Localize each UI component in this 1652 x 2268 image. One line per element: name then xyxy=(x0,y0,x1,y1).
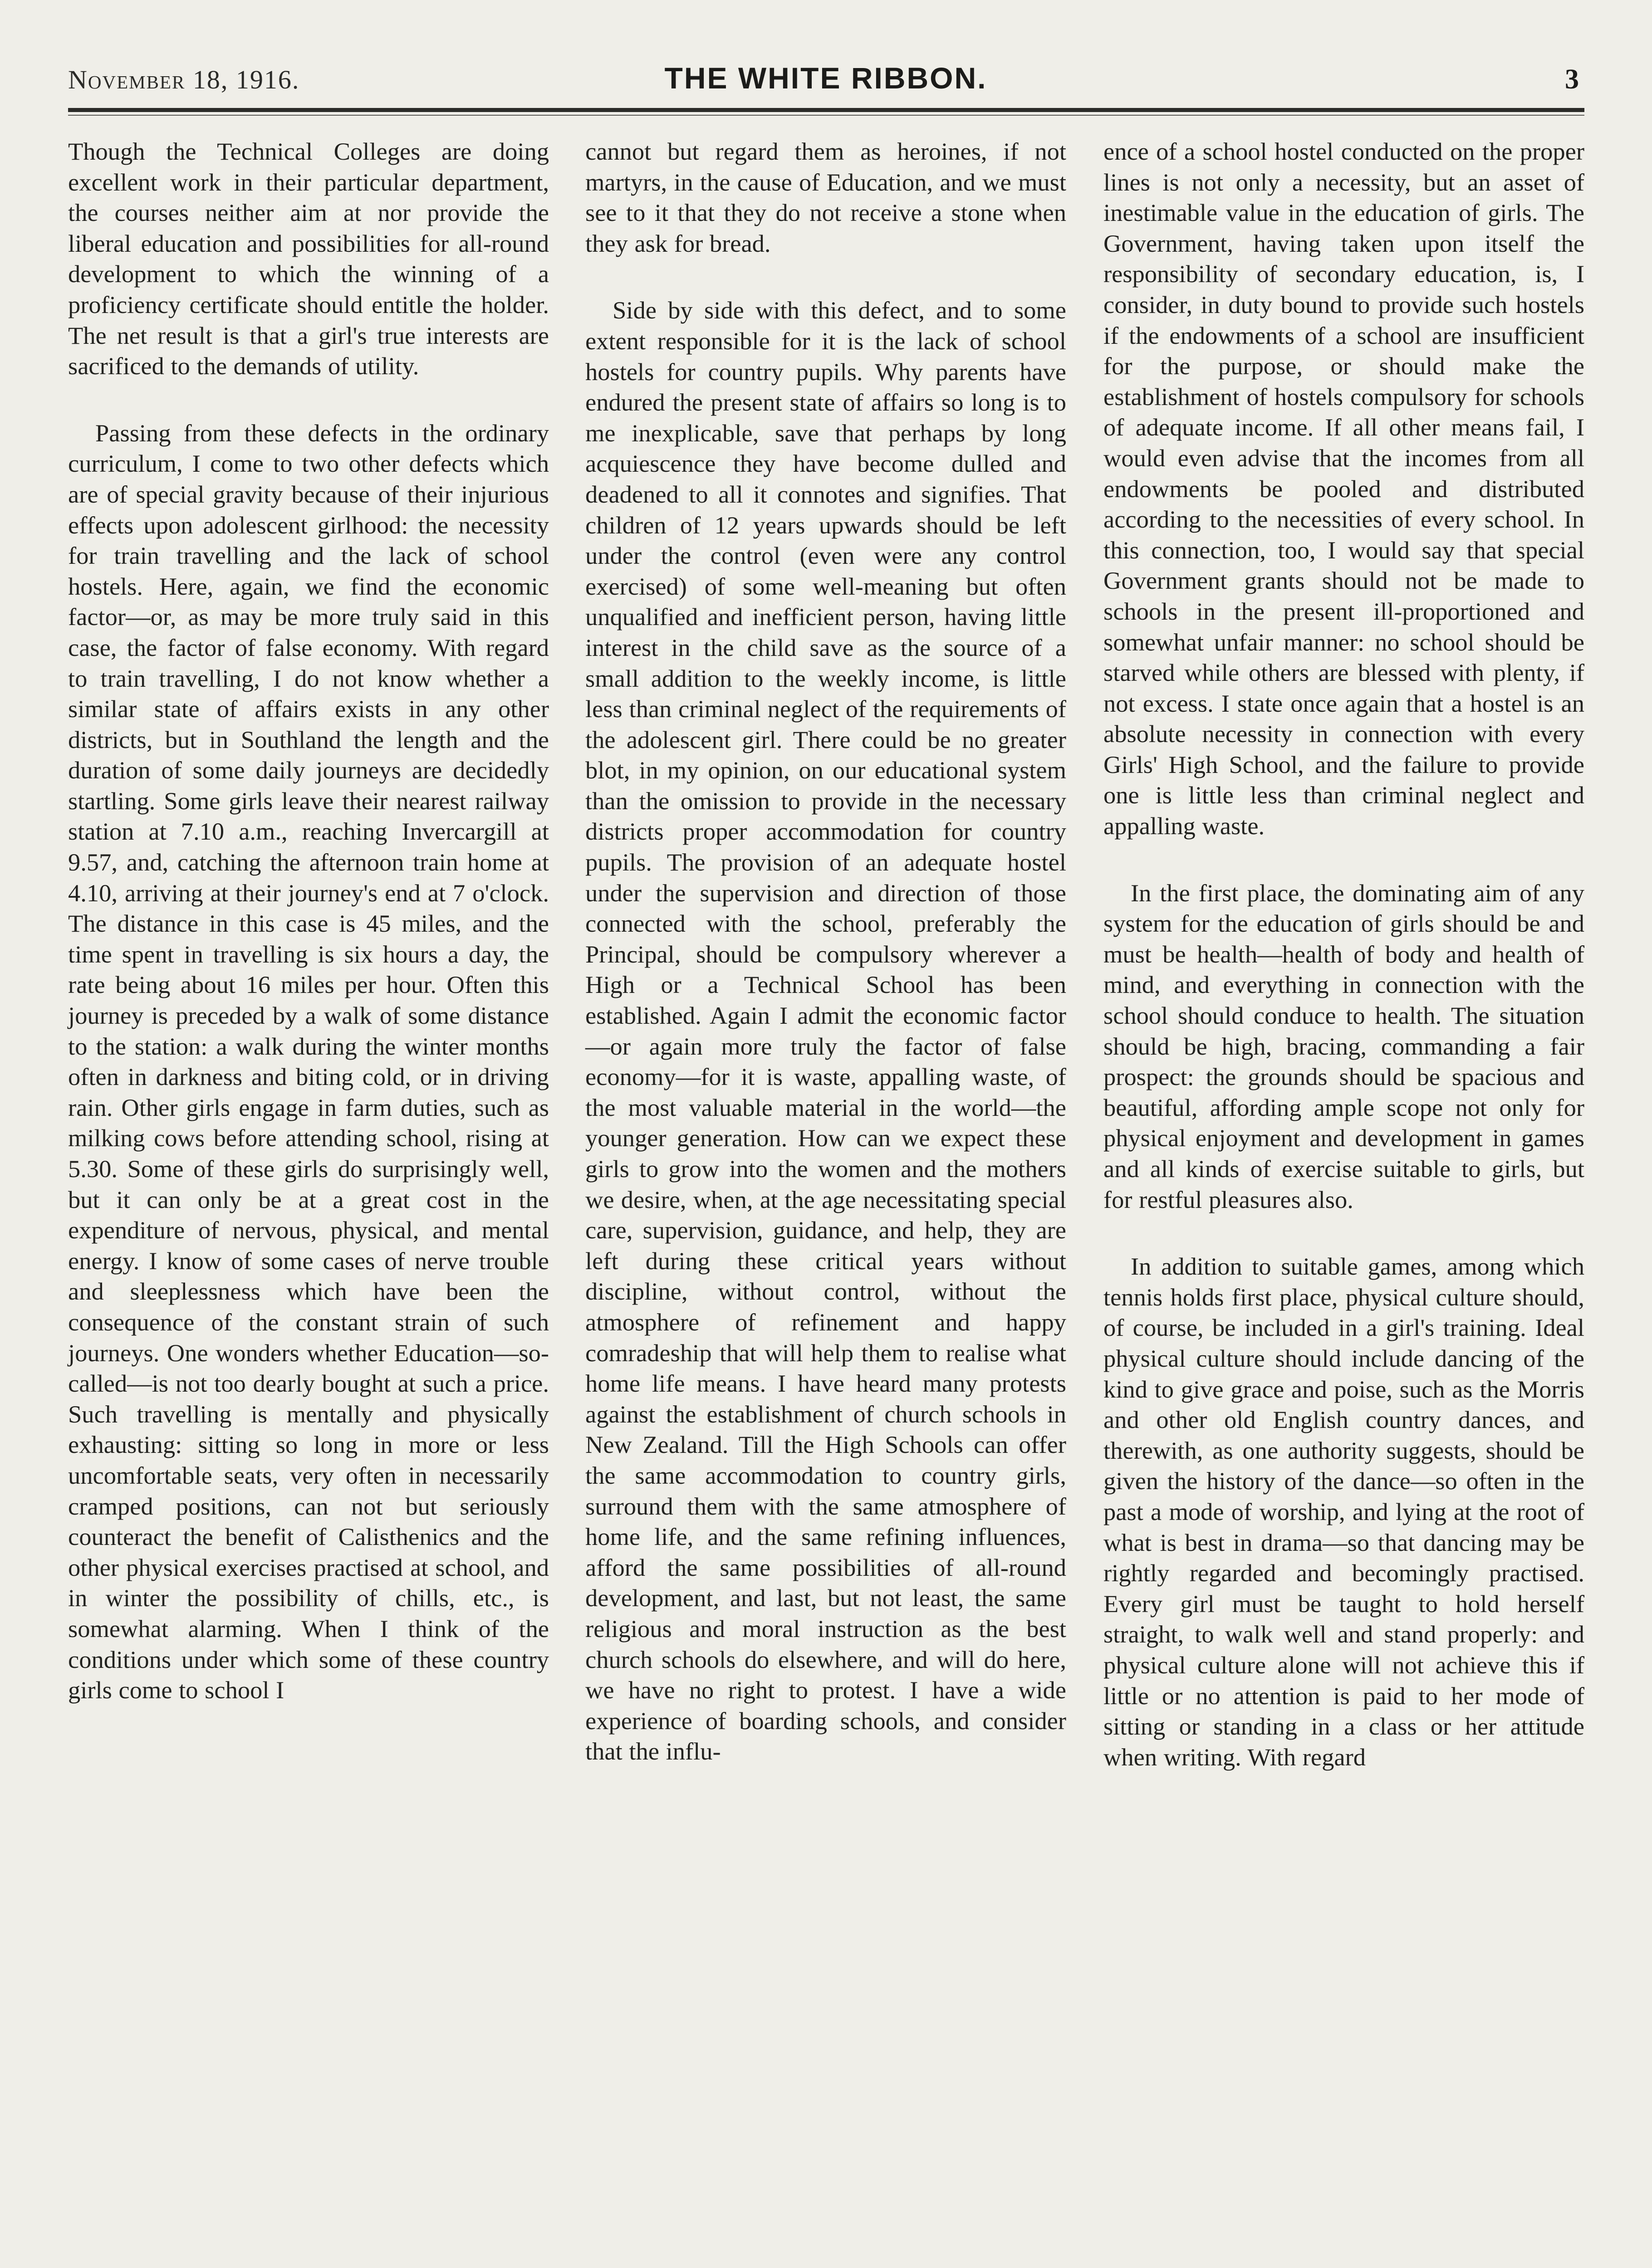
header-rule-thin xyxy=(68,115,1584,116)
paragraph: Passing from these defects in the ordinary curriculum, I come to two other defects which are of special gravity because of their injurious effects upon adolescent girlhood: the necessity for train travelling and the lack of school hostels. Here, again, we find the economic factor—or, as may be more truly said in this case, the factor of false economy. With regard to train travelling, I do not know whether a similar state of affairs exists in any other districts, but in Southland the length and the duration of some daily journeys are decidedly startling. Some girls leave their nearest railway station at 7.10 a.m., reaching Invercargill at 9.57, and, catching the afternoon train home at 4.10, arriving at their journey's end at 7 o'clock. The distance in this case is 45 miles, and the time spent in travelling is six hours a day, the rate being about 16 miles per hour. Often this journey is preceded by a walk of some distance to the station: a walk during the winter months often in darkness and biting cold, or in driving rain. Other girls engage in farm duties, such as milking cows before attending school, rising at 5.30. Some of these girls do surprisingly well, but it can only be at a great cost in the expenditure of nervous, physical, and mental energy. I know of some cases of nerve trouble and sleeplessness which have been the consequence of the constant strain of such journeys. One wonders whether Education—so-called—is not too dearly bought at such a price. Such travelling is mentally and physically exhausting: sitting so long in more or less uncomfortable seats, very often in necessarily cramped positions, can not but seriously counteract the benefit of Calisthenics and the other physical exercises practised at school, and in winter the possibility of chills, etc., is somewhat alarming. When I think of the conditions under which some of these country girls come to school I xyxy=(68,419,549,1704)
issue-date: November 18, 1916. xyxy=(68,65,300,94)
paragraph: ence of a school hostel conducted on the proper lines is not only a necessity, but an asset of inestimable value in the education of girls. The Government, having taken upon itself the responsibility of secondary education, is, I consider, in duty bound to provide such hostels if the endowments of a school are insufficient for the purpose, or should make the establishment of hostels compulsory for schools of adequate income. If all other means fail, I would even advise that the incomes from all endowments be pooled and distributed according to the necessities of every school. In this connection, too, I would say that special Government grants should not be made to schools in the present ill-proportioned and somewhat unfair manner: no school should be starved while others are blessed with plenty, if not excess. I state once again that a hostel is an absolute necessity in connection with every Girls' High School, and the failure to provide one is little less than criminal neglect and appalling waste. xyxy=(1103,137,1584,840)
newspaper-title: THE WHITE RIBBON. xyxy=(664,61,987,95)
page-number: 3 xyxy=(1565,64,1579,95)
paragraph: cannot but regard them as heroines, if not martyrs, in the cause of Education, and we must see to it that they do not receive a stone when they ask for bread. xyxy=(585,137,1066,257)
header-rule xyxy=(68,108,1584,112)
text-column-3 xyxy=(1103,136,1584,2232)
paragraph: In addition to suitable games, among which tennis holds first place, physical culture should, of course, be included in a girl's training. Ideal physical culture should include dancing of the kind to give grace and poise, such as the Morris and other old English country dances, and therewith, as one authority suggests, should be given the history of the dance—so often in the past a mode of worship, and lying at the root of what is best in drama—so that dancing may be rightly regarded and becomingly practised. Every girl must be taught to hold herself straight, to walk well and stand properly: and physical culture alone will not achieve this if little or no attention is paid to her mode of sitting or standing in a class or her attitude when writing. With regard xyxy=(1103,1252,1584,1771)
masthead xyxy=(68,59,1583,104)
text-column-2 xyxy=(585,136,1066,2232)
paragraph: In the first place, the dominating aim of any system for the education of girls should be and must be health—health of body and health of mind, and everything in connection with the school should conduce to health. The situation should be high, bracing, commanding a fair prospect: the grounds should be spacious and beautiful, affording ample scope not only for physical enjoyment and development in games and all kinds of exercise suitable to girls, but for restful pleasures also. xyxy=(1103,879,1584,1213)
paragraph: Though the Technical Colleges are doing excellent work in their particular department, the courses neither aim at nor provide the liberal education and possibilities for all-round development to which the winning of a proficiency certificate should entitle the holder. The net result is that a girl's true interests are sacrificed to the demands of utility. xyxy=(68,137,549,380)
text-column-1 xyxy=(68,136,549,2232)
paragraph: Side by side with this defect, and to some extent responsible for it is the lack of school hostels for country pupils. Why parents have endured the present state of affairs so long is to me inexplicable, save that perhaps by long acquiescence they have become dulled and deadened to all it connotes and signifies. That children of 12 years upwards should be left under the control (even were any control exercised) of some well-meaning but often unqualified and inefficient person, having little interest in the child save as the source of a small addition to the weekly income, is little less than criminal neglect of the requirements of the adolescent girl. There could be no greater blot, in my opinion, on our educational system than the omission to provide in the necessary districts proper accommodation for country pupils. The provision of an adequate hostel under the supervision and direction of those connected with the school, preferably the Principal, should be compulsory wherever a High or a Technical School has been established. Again I admit the economic factor—or again more truly the factor of false economy—for it is waste, appalling waste, of the most valuable material in the world—the younger generation. How can we expect these girls to grow into the women and the mothers we desire, when, at the age necessitating special care, supervision, guidance, and help, they are left during these critical years without discipline, without control, without the atmosphere of refinement and happy comradeship that will help them to realise what home life means. I have heard many protests against the establishment of church schools in New Zealand. Till the High Schools can offer the same accommodation to country girls, surround them with the same atmosphere of home life, and the same refining influences, afford the same possibilities of all-round development, and last, but not least, the same religious and moral instruction as the best church schools do elsewhere, and will do here, we have no right to protest. I have a wide experience of boarding schools, and consider that the influ- xyxy=(585,296,1066,1765)
